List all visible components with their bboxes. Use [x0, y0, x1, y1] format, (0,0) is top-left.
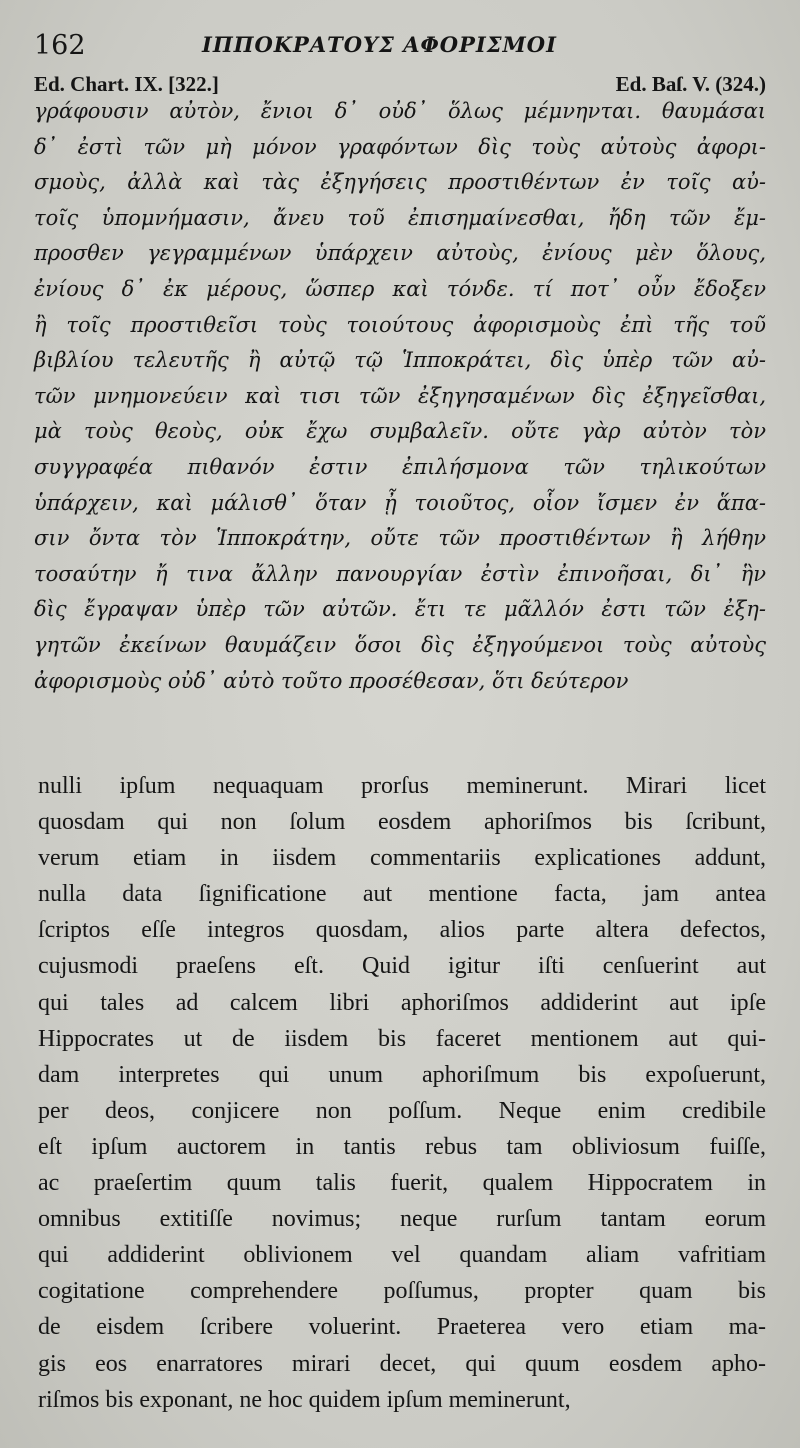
latin-text-line: eſt ipſum auctorem in tantis rebus tam obliviosum fuiſſe, [38, 1133, 766, 1160]
latin-text-line: nulla data ſignificatione aut mentione facta, jam antea [38, 881, 766, 908]
greek-text-line: δ᾽ ἐστὶ τῶν μὴ μόνον γραφόντων δὶς τοὺς αὐτοὺς ἀφορι- [34, 134, 766, 159]
latin-text-line: cujusmodi praeſens eſt. Quid igitur iſti cenſuerint aut [38, 953, 766, 980]
page-number: 162 [34, 30, 86, 61]
greek-text-line: δὶς ἔγραψαν ὑπὲρ τῶν αὐτῶν. ἔτι τε μᾶλλόν ἐστι τῶν ἐξη- [34, 597, 766, 622]
edition-chart-reference: Ed. Chart. IX. [322.] [34, 72, 219, 96]
latin-text-line: quosdam qui non ſolum eosdem aphoriſmos bis ſcribunt, [38, 809, 766, 836]
edition-basel-reference: Ed. Baſ. V. (324.) [615, 72, 766, 96]
latin-text-line: qui addiderint oblivionem vel quandam aliam vafritiam [38, 1242, 766, 1269]
page-header [34, 30, 774, 64]
latin-text-line: ſcriptos eſſe integros quosdam, alios parte altera defectos, [38, 917, 766, 944]
greek-text-line: ἐνίους δ᾽ ἐκ μέρους, ὥσπερ καὶ τόνδε. τί ποτ᾽ οὖν ἔδοξεν [34, 276, 766, 301]
greek-text-line: βιβλίου τελευτῆς ἢ αὐτῷ τῷ Ἱπποκράτει, δὶς ὑπὲρ τῶν αὐ- [34, 348, 766, 373]
latin-text-line: de eisdem ſcribere voluerint. Praeterea vero etiam ma- [38, 1314, 766, 1341]
running-title: ΙΠΠΟΚΡΑΤΟΥΣ ΑΦΟΡΙΣΜΟΙ [202, 32, 557, 57]
greek-text-line: ἀφορισμοὺς οὐδ᾽ αὐτὸ τοῦτο προσέθεσαν, ὅτι δεύτερον [34, 668, 629, 693]
greek-text-line: τοῖς ὑπομνήμασιν, ἄνευ τοῦ ἐπισημαίνεσθαι, ἤδη τῶν ἔμ- [34, 205, 766, 230]
greek-text-line: ἢ τοῖς προστιθεῖσι τοὺς τοιούτους ἀφορισμοὺς ἐπὶ τῆς τοῦ [34, 312, 766, 337]
greek-text-line: σμοὺς, ἀλλὰ καὶ τὰς ἐξηγήσεις προστιθέντων ἐν τοῖς αὐ- [34, 170, 766, 195]
latin-text-line: nulli ipſum nequaquam prorſus meminerunt. Mirari licet [38, 773, 766, 799]
latin-text-line: dam interpretes qui unum aphoriſmum bis expoſuerunt, [38, 1061, 766, 1088]
greek-text-line: τῶν μνημονεύειν καὶ τισι τῶν ἐξηγησαμένων δὶς ἐξηγεῖσθαι, [34, 383, 766, 408]
latin-text-line: riſmos bis exponant, ne hoc quidem ipſum meminerunt, [38, 1386, 571, 1413]
greek-text-line: τοσαύτην ἤ τινα ἄλλην πανουργίαν ἐστὶν ἐπινοῆσαι, δι᾽ ἣν [34, 561, 766, 586]
greek-text-line: συγγραφέα πιθανόν ἐστιν ἐπιλήσμονα τῶν τηλικούτων [34, 454, 766, 479]
latin-text-line: verum etiam in iisdem commentariis explicationes addunt, [38, 845, 766, 872]
greek-text-line: ὑπάρχειν, καὶ μάλισθ᾽ ὅταν ᾖ τοιοῦτος, οἷον ἴσμεν ἐν ἅπα- [34, 490, 766, 515]
greek-text-block [34, 94, 766, 699]
latin-text-line: per deos, conjicere non poſſum. Neque enim credibile [38, 1097, 766, 1124]
latin-text-line: cogitatione comprehendere poſſumus, propter quam bis [38, 1278, 766, 1305]
greek-text-line: γητῶν ἐκείνων θαυμάζειν ὅσοι δὶς ἐξηγούμενοι τοὺς αὐτοὺς [34, 632, 766, 657]
latin-text-line: gis eos enarratores mirari decet, qui quum eosdem apho- [38, 1350, 766, 1377]
latin-text-line: omnibus extitiſſe novimus; neque rurſum tantam eorum [38, 1206, 766, 1233]
greek-text-line: μὰ τοὺς θεοὺς, οὐκ ἔχω συμβαλεῖν. οὔτε γὰρ αὐτὸν τὸν [34, 419, 766, 444]
greek-text-line: προσθεν γεγραμμένων ὑπάρχειν αὐτοὺς, ἐνίους μὲν ὅλους, [34, 241, 766, 266]
greek-text-line: σιν ὄντα τὸν Ἱπποκράτην, οὔτε τῶν προστιθέντων ἢ λήθην [34, 526, 766, 551]
greek-text-line: γράφουσιν αὐτὸν, ἔνιοι δ᾽ οὐδ᾽ ὅλως μέμνηνται. θαυμάσαι [34, 99, 766, 123]
latin-text-line: qui tales ad calcem libri aphoriſmos addiderint aut ipſe [38, 989, 766, 1016]
latin-text-line: Hippocrates ut de iisdem bis faceret mentionem aut qui- [38, 1025, 766, 1052]
latin-text-line: ac praeſertim quum talis fuerit, qualem Hippocratem in [38, 1170, 766, 1197]
latin-text-block [38, 768, 766, 1418]
